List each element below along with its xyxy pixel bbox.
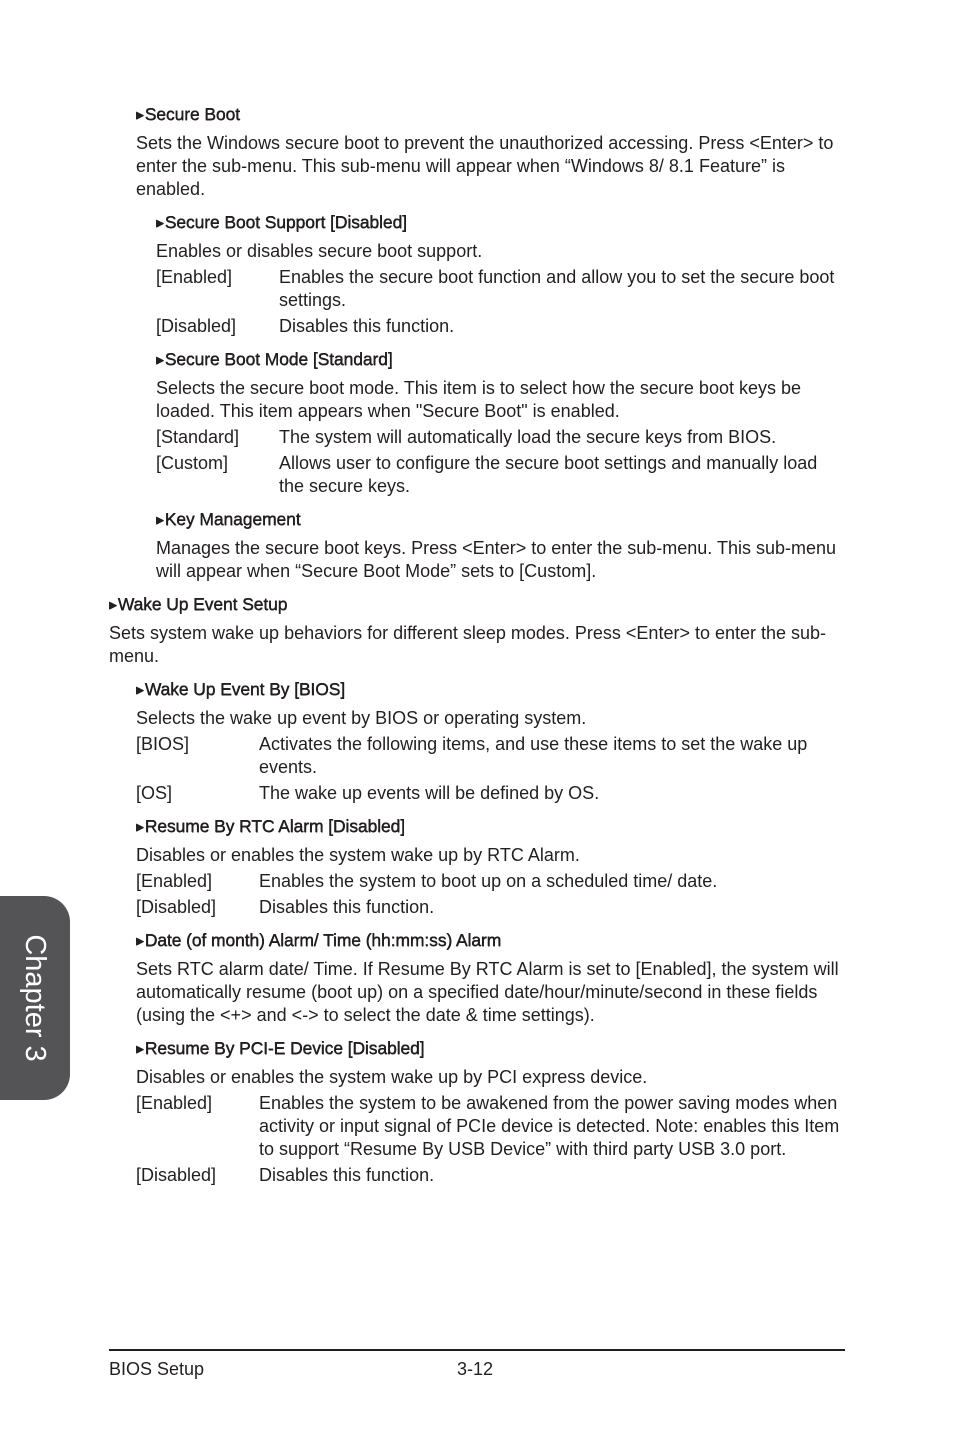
- secure-boot-mode-description: Selects the secure boot mode. This item is to select how the secure boot keys be loaded. This item appears when "Secure Boot" is enabled.: [156, 378, 802, 421]
- triangle-bullet-icon: ▶: [136, 936, 144, 947]
- resume-by-rtc-alarm-description: Disables or enables the system wake up by RTC Alarm.: [136, 845, 580, 865]
- date-time-alarm-heading: ▶Date (of month) Alarm/ Time (hh:mm:ss) Alarm: [136, 930, 501, 950]
- triangle-bullet-icon: ▶: [109, 600, 117, 611]
- triangle-bullet-icon: ▶: [156, 218, 164, 229]
- option-key: [OS]: [136, 783, 173, 803]
- option-row: [136, 896, 844, 919]
- option-key: [Disabled]: [136, 897, 217, 917]
- secure-boot-description: Sets the Windows secure boot to prevent the unauthorized accessing. Press <Enter> to enter the sub-menu. This sub-menu will appear when “Windows 8/ 8.1 Feature” is enabled.: [136, 133, 834, 199]
- triangle-bullet-icon: ▶: [156, 355, 164, 366]
- option-row: [156, 266, 844, 312]
- option-row: [156, 426, 844, 449]
- option-row: [136, 782, 844, 805]
- option-value: Activates the following items, and use these items to set the wake up events.: [259, 734, 808, 777]
- secure-boot-mode-heading: ▶Secure Boot Mode [Standard]: [156, 349, 393, 369]
- date-time-alarm-description: Sets RTC alarm date/ Time. If Resume By RTC Alarm is set to [Enabled], the system will automatically resume (boot up) on a specified date/hour/minute/second in these fields (using the <+> and <-> to select the date & time settings).: [136, 959, 839, 1025]
- key-management-heading: ▶Key Management: [156, 509, 301, 529]
- option-row: [156, 452, 844, 498]
- option-key: [Enabled]: [136, 1093, 213, 1113]
- option-value: Disables this function.: [279, 316, 455, 336]
- option-value: The system will automatically load the secure keys from BIOS.: [279, 427, 777, 447]
- triangle-bullet-icon: ▶: [136, 685, 144, 696]
- secure-boot-support-heading: ▶Secure Boot Support [Disabled]: [156, 212, 407, 232]
- wake-up-event-by-heading: ▶Wake Up Event By [BIOS]: [136, 679, 345, 699]
- key-management-description: Manages the secure boot keys. Press <Enter> to enter the sub-menu. This sub-menu will appear when “Secure Boot Mode” sets to [Custom].: [156, 538, 837, 581]
- footer-section-title: BIOS Setup: [109, 1359, 205, 1379]
- secure-boot-heading: ▶Secure Boot: [136, 104, 240, 124]
- resume-by-pcie-device-description: Disables or enables the system wake up by PCI express device.: [136, 1067, 648, 1087]
- option-row: [136, 870, 844, 893]
- option-value: Enables the system to boot up on a scheduled time/ date.: [259, 871, 718, 891]
- page-number: 3-12: [457, 1359, 494, 1379]
- option-value: Disables this function.: [259, 897, 435, 917]
- option-key: [BIOS]: [136, 734, 190, 754]
- wake-up-event-by-description: Selects the wake up event by BIOS or operating system.: [136, 708, 587, 728]
- secure-boot-support-description: Enables or disables secure boot support.: [156, 241, 483, 261]
- option-row: [136, 1164, 844, 1187]
- chapter-side-tab: [0, 896, 70, 1100]
- chapter-label: Chapter 3: [19, 934, 51, 1062]
- triangle-bullet-icon: ▶: [136, 822, 144, 833]
- option-row: [136, 1092, 844, 1161]
- option-key: [Enabled]: [136, 871, 213, 891]
- triangle-bullet-icon: ▶: [136, 1044, 144, 1055]
- wake-up-event-setup-heading: ▶Wake Up Event Setup: [109, 594, 288, 614]
- option-value: The wake up events will be defined by OS.: [259, 783, 600, 803]
- option-value: Allows user to configure the secure boot settings and manually load the secure keys.: [279, 453, 818, 496]
- option-row: [136, 733, 844, 779]
- triangle-bullet-icon: ▶: [136, 110, 144, 121]
- option-value: Enables the secure boot function and allow you to set the secure boot settings.: [279, 267, 835, 310]
- wake-up-event-setup-description: Sets system wake up behaviors for different sleep modes. Press <Enter> to enter the sub-menu.: [109, 623, 827, 666]
- resume-by-rtc-alarm-heading: ▶Resume By RTC Alarm [Disabled]: [136, 816, 405, 836]
- option-value: Disables this function.: [259, 1165, 435, 1185]
- option-key: [Disabled]: [136, 1165, 217, 1185]
- triangle-bullet-icon: ▶: [156, 515, 164, 526]
- option-row: [156, 315, 844, 338]
- footer-divider: [109, 1349, 845, 1351]
- option-value: Enables the system to be awakened from the power saving modes when activity or input signal of PCIe device is detected. Note: enables this Item to support “Resume By USB Device” with third party USB 3.0 port.: [259, 1093, 840, 1159]
- resume-by-pcie-device-heading: ▶Resume By PCI-E Device [Disabled]: [136, 1038, 425, 1058]
- manual-content: [0, 103, 954, 1187]
- option-key: [Custom]: [156, 453, 229, 473]
- option-key: [Standard]: [156, 427, 240, 447]
- option-key: [Disabled]: [156, 316, 237, 336]
- option-key: [Enabled]: [156, 267, 233, 287]
